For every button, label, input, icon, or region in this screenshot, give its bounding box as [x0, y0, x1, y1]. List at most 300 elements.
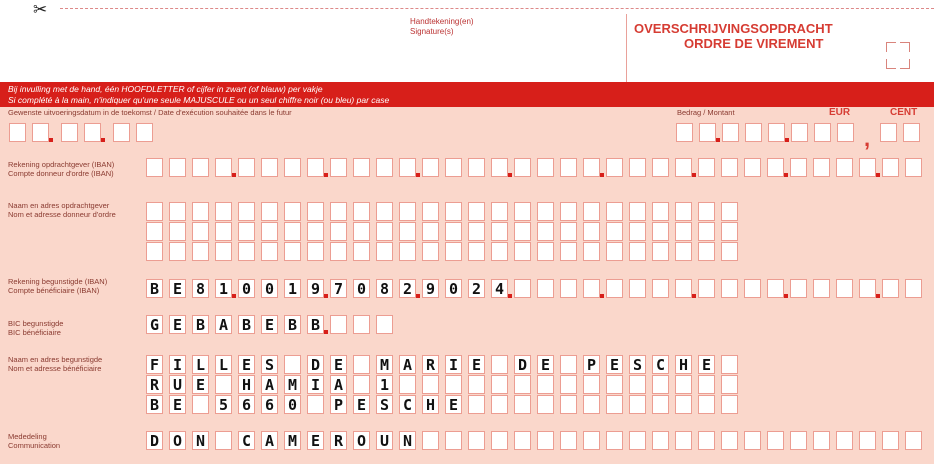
beneficiary-name-line-2-box[interactable]: [353, 375, 370, 394]
execution-date-field-box[interactable]: [32, 123, 49, 142]
beneficiary-name-line-3-box[interactable]: [491, 395, 508, 414]
payer-name-line-3-box[interactable]: [721, 242, 738, 261]
payer-name-line-1-box[interactable]: [330, 202, 347, 221]
communication-field-box[interactable]: [629, 431, 646, 450]
payer-name-line-2-box[interactable]: [606, 222, 623, 241]
payer-iban-label-nl: Rekening opdrachtgever (IBAN): [8, 160, 115, 169]
beneficiary-iban-field-char: 7: [333, 280, 344, 298]
payer-name-line-3-box[interactable]: [675, 242, 692, 261]
payer-name-line-2-box[interactable]: [284, 222, 301, 241]
beneficiary-name-line-2-box[interactable]: [445, 375, 462, 394]
beneficiary-name-line-2-char: E: [195, 376, 206, 394]
payer-name-label: [8, 201, 116, 219]
payer-name-line-3-box[interactable]: [215, 242, 232, 261]
beneficiary-iban-field-box[interactable]: [744, 279, 761, 298]
payer-name-line-2-box[interactable]: [169, 222, 186, 241]
beneficiary-name-line-2-box[interactable]: [399, 375, 416, 394]
payer-iban-field-box[interactable]: [652, 158, 669, 177]
payer-name-line-2-box[interactable]: [261, 222, 278, 241]
separator-mark: [692, 173, 696, 177]
payer-name-line-2-box[interactable]: [330, 222, 347, 241]
communication-field-box[interactable]: [836, 431, 853, 450]
payer-name-line-2-box[interactable]: [215, 222, 232, 241]
communication-field-box[interactable]: [468, 431, 485, 450]
beneficiary-name-line-2-box[interactable]: [606, 375, 623, 394]
beneficiary-iban-field-char: 1: [287, 280, 298, 298]
beneficiary-name-line-3-char: C: [402, 396, 413, 414]
communication-field-box[interactable]: [215, 431, 232, 450]
signature-label-fr: Signature(s): [410, 27, 454, 36]
payer-name-line-3-box[interactable]: [606, 242, 623, 261]
beneficiary-name-line-2-char: R: [149, 376, 160, 394]
beneficiary-name-line-2-box[interactable]: [560, 375, 577, 394]
payer-name-line-2-box[interactable]: [422, 222, 439, 241]
instructions-fr: Si complété à la main, n'indiquer qu'une seule MAJUSCULE ou un seul chiffre noir (ou bleu) par case: [8, 95, 390, 105]
beneficiary-name-line-1-char: P: [586, 356, 597, 374]
currency-label: EUR: [829, 107, 851, 118]
payer-name-line-1-box[interactable]: [468, 202, 485, 221]
payer-name-line-3-box[interactable]: [468, 242, 485, 261]
payer-name-line-1-box[interactable]: [675, 202, 692, 221]
payer-name-line-2-box[interactable]: [583, 222, 600, 241]
separator-mark: [416, 294, 420, 298]
communication-field-box[interactable]: [790, 431, 807, 450]
payer-iban-field-box[interactable]: [491, 158, 508, 177]
execution-date-field-box[interactable]: [9, 123, 26, 142]
beneficiary-name-line-2-box[interactable]: [215, 375, 232, 394]
beneficiary-name-line-3-char: E: [448, 396, 459, 414]
beneficiary-name-line-3-box[interactable]: [698, 395, 715, 414]
communication-field-box[interactable]: [491, 431, 508, 450]
beneficiary-iban-field-box[interactable]: [629, 279, 646, 298]
payer-name-line-1-box[interactable]: [721, 202, 738, 221]
communication-label: [8, 432, 60, 450]
payer-name-line-3-box[interactable]: [399, 242, 416, 261]
payer-iban-field-box[interactable]: [376, 158, 393, 177]
payer-name-line-3-box[interactable]: [560, 242, 577, 261]
beneficiary-name-line-3-box[interactable]: [514, 395, 531, 414]
separator-mark: [508, 173, 512, 177]
beneficiary-name-line-1-char: E: [241, 356, 252, 374]
payer-name-line-1-box[interactable]: [169, 202, 186, 221]
payer-name-line-1-box[interactable]: [583, 202, 600, 221]
beneficiary-iban-field-box[interactable]: [882, 279, 899, 298]
beneficiary-name-line-3-box[interactable]: [675, 395, 692, 414]
scissors-icon: ✂: [33, 0, 48, 19]
communication-field-char: A: [264, 432, 275, 450]
beneficiary-name-line-3-char: 6: [241, 396, 252, 414]
payer-iban-field-box[interactable]: [284, 158, 301, 177]
beneficiary-bic-label-fr: BIC bénéficiaire: [8, 328, 61, 337]
payer-name-line-1-box[interactable]: [284, 202, 301, 221]
communication-field-box[interactable]: [744, 431, 761, 450]
payer-name-line-1-box[interactable]: [215, 202, 232, 221]
communication-field-box[interactable]: [882, 431, 899, 450]
execution-date-field-box[interactable]: [84, 123, 101, 142]
beneficiary-name-line-2-box[interactable]: [422, 375, 439, 394]
beneficiary-name-line-1-char: L: [218, 356, 229, 374]
payer-iban-field-box[interactable]: [813, 158, 830, 177]
payer-iban-field-box[interactable]: [767, 158, 784, 177]
beneficiary-iban-field-box[interactable]: [836, 279, 853, 298]
payer-iban-field-box[interactable]: [790, 158, 807, 177]
payer-name-line-3-box[interactable]: [353, 242, 370, 261]
beneficiary-iban-field-char: 9: [425, 280, 436, 298]
payer-name-line-3-box[interactable]: [192, 242, 209, 261]
beneficiary-bic-field-box[interactable]: [376, 315, 393, 334]
beneficiary-name-line-2-box[interactable]: [675, 375, 692, 394]
payer-iban-field-box[interactable]: [629, 158, 646, 177]
payer-iban-field-box[interactable]: [445, 158, 462, 177]
payer-name-line-3-box[interactable]: [284, 242, 301, 261]
payer-iban-field-box[interactable]: [698, 158, 715, 177]
beneficiary-iban-field-box[interactable]: [537, 279, 554, 298]
communication-field-box[interactable]: [537, 431, 554, 450]
payer-iban-field-box[interactable]: [307, 158, 324, 177]
decimal-separator: ,: [864, 126, 871, 151]
beneficiary-iban-field-char: 8: [195, 280, 206, 298]
separator-mark: [324, 294, 328, 298]
beneficiary-name-line-2-char: U: [172, 376, 183, 394]
beneficiary-iban-field-box[interactable]: [675, 279, 692, 298]
execution-date-field-box[interactable]: [113, 123, 130, 142]
communication-field-box[interactable]: [445, 431, 462, 450]
payer-name-line-2-box[interactable]: [376, 222, 393, 241]
payer-iban-field-box[interactable]: [353, 158, 370, 177]
separator-mark: [416, 173, 420, 177]
beneficiary-name-line-3-box[interactable]: [606, 395, 623, 414]
payer-name-line-2-box[interactable]: [238, 222, 255, 241]
payer-iban-field-box[interactable]: [606, 158, 623, 177]
beneficiary-name-label: [8, 355, 102, 373]
beneficiary-name-line-2-box[interactable]: [491, 375, 508, 394]
beneficiary-name-line-2-box[interactable]: [721, 375, 738, 394]
payer-name-line-1-box[interactable]: [422, 202, 439, 221]
separator-mark: [232, 173, 236, 177]
communication-field-char: O: [356, 432, 367, 450]
beneficiary-name-line-1-char: I: [448, 356, 459, 374]
beneficiary-bic-label-nl: BIC begunstigde: [8, 319, 64, 328]
beneficiary-bic-field-box[interactable]: [353, 315, 370, 334]
payer-iban-field-box[interactable]: [560, 158, 577, 177]
communication-field-char: U: [379, 432, 390, 450]
payer-name-line-3-box[interactable]: [537, 242, 554, 261]
payer-name-line-1-box[interactable]: [514, 202, 531, 221]
payer-name-line-2-box[interactable]: [445, 222, 462, 241]
separator-mark: [101, 138, 105, 142]
payer-name-line-2-box[interactable]: [721, 222, 738, 241]
communication-field-box[interactable]: [422, 431, 439, 450]
payer-name-line-1-box[interactable]: [353, 202, 370, 221]
payer-name-line-3-box[interactable]: [514, 242, 531, 261]
beneficiary-bic-field-char: G: [149, 316, 160, 334]
separator-mark: [324, 330, 328, 334]
beneficiary-name-line-1-box[interactable]: [284, 355, 301, 374]
signature-divider: [626, 14, 627, 82]
beneficiary-iban-field-box[interactable]: [813, 279, 830, 298]
beneficiary-name-label-nl: Naam en adres begunstigde: [8, 355, 103, 364]
beneficiary-name-line-3-box[interactable]: [537, 395, 554, 414]
beneficiary-name-line-1-char: M: [379, 356, 390, 374]
communication-field-box[interactable]: [721, 431, 738, 450]
payer-iban-field-box[interactable]: [146, 158, 163, 177]
payer-name-line-1-box[interactable]: [307, 202, 324, 221]
payer-iban-field-box[interactable]: [399, 158, 416, 177]
payer-iban-field-box[interactable]: [330, 158, 347, 177]
beneficiary-bic-field-char: B: [195, 316, 206, 334]
beneficiary-iban-field-box[interactable]: [698, 279, 715, 298]
separator-mark: [785, 138, 789, 142]
amount-field-box[interactable]: [745, 123, 762, 142]
communication-field-box[interactable]: [560, 431, 577, 450]
payer-name-line-3-box[interactable]: [146, 242, 163, 261]
beneficiary-bic-field-box[interactable]: [330, 315, 347, 334]
amount-field-box[interactable]: [791, 123, 808, 142]
payer-name-line-2-box[interactable]: [353, 222, 370, 241]
beneficiary-name-line-1-char: C: [655, 356, 666, 374]
beneficiary-name-line-1-box[interactable]: [721, 355, 738, 374]
payer-name-line-1-box[interactable]: [560, 202, 577, 221]
communication-field-char: N: [195, 432, 206, 450]
payer-name-line-1-box[interactable]: [146, 202, 163, 221]
payer-iban-field-box[interactable]: [744, 158, 761, 177]
execution-date-field-box[interactable]: [61, 123, 78, 142]
payer-name-line-2-box[interactable]: [560, 222, 577, 241]
payer-iban-field-box[interactable]: [192, 158, 209, 177]
beneficiary-name-line-3-box[interactable]: [307, 395, 324, 414]
separator-mark: [716, 138, 720, 142]
payer-name-line-2-box[interactable]: [468, 222, 485, 241]
beneficiary-iban-field-box[interactable]: [583, 279, 600, 298]
payer-name-line-2-box[interactable]: [146, 222, 163, 241]
payer-name-line-3-box[interactable]: [238, 242, 255, 261]
beneficiary-name-line-1-char: E: [471, 356, 482, 374]
beneficiary-name-line-1-box[interactable]: [560, 355, 577, 374]
payer-iban-field-box[interactable]: [583, 158, 600, 177]
payer-name-line-2-box[interactable]: [652, 222, 669, 241]
payer-name-line-3-box[interactable]: [583, 242, 600, 261]
payer-name-line-3-box[interactable]: [376, 242, 393, 261]
beneficiary-iban-field-box[interactable]: [859, 279, 876, 298]
payer-name-line-1-box[interactable]: [445, 202, 462, 221]
amount-field-box[interactable]: [768, 123, 785, 142]
communication-field-box[interactable]: [767, 431, 784, 450]
beneficiary-iban-field-box[interactable]: [905, 279, 922, 298]
separator-mark: [324, 173, 328, 177]
form-header: [0, 0, 934, 82]
payer-name-line-3-box[interactable]: [307, 242, 324, 261]
payer-iban-field-box[interactable]: [882, 158, 899, 177]
beneficiary-iban-field-box[interactable]: [560, 279, 577, 298]
beneficiary-name-line-2-char: 1: [379, 376, 390, 394]
communication-field-box[interactable]: [583, 431, 600, 450]
payer-name-line-2-box[interactable]: [675, 222, 692, 241]
amount-field-box[interactable]: [676, 123, 693, 142]
beneficiary-bic-field-char: E: [264, 316, 275, 334]
amount-field-box[interactable]: [814, 123, 831, 142]
payer-name-line-1-box[interactable]: [537, 202, 554, 221]
beneficiary-name-line-1-char: S: [632, 356, 643, 374]
payer-name-line-2-box[interactable]: [698, 222, 715, 241]
payer-name-line-2-box[interactable]: [192, 222, 209, 241]
beneficiary-name-line-3-box[interactable]: [721, 395, 738, 414]
separator-mark: [49, 138, 53, 142]
communication-field-box[interactable]: [675, 431, 692, 450]
payer-name-line-1-box[interactable]: [399, 202, 416, 221]
beneficiary-name-line-2-char: I: [310, 376, 321, 394]
beneficiary-iban-field-box[interactable]: [652, 279, 669, 298]
communication-label-nl: Mededeling: [8, 432, 47, 441]
payer-name-line-1-box[interactable]: [606, 202, 623, 221]
payer-name-line-1-box[interactable]: [698, 202, 715, 221]
execution-date-field-box[interactable]: [136, 123, 153, 142]
beneficiary-name-line-2-char: A: [264, 376, 275, 394]
instructions-nl: Bij invulling met de hand, één HOOFDLETTER of cijfer in zwart (of blauw) per vakje: [8, 84, 323, 94]
beneficiary-name-line-3-box[interactable]: [583, 395, 600, 414]
payer-name-line-2-box[interactable]: [307, 222, 324, 241]
payer-name-line-3-box[interactable]: [652, 242, 669, 261]
beneficiary-name-line-3-box[interactable]: [629, 395, 646, 414]
beneficiary-name-line-1-char: I: [172, 356, 183, 374]
payer-iban-field-box[interactable]: [721, 158, 738, 177]
payer-iban-field-box[interactable]: [537, 158, 554, 177]
beneficiary-iban-label-fr: Compte bénéficiaire (IBAN): [8, 286, 100, 295]
beneficiary-iban-field-char: 0: [356, 280, 367, 298]
payer-iban-field-box[interactable]: [468, 158, 485, 177]
amount-cents-field-box[interactable]: [903, 123, 920, 142]
beneficiary-iban-field-box[interactable]: [514, 279, 531, 298]
separator-mark: [784, 173, 788, 177]
beneficiary-bic-label: [8, 319, 63, 337]
beneficiary-name-line-1-char: H: [678, 356, 689, 374]
beneficiary-name-line-3-box[interactable]: [192, 395, 209, 414]
beneficiary-name-line-1-char: E: [609, 356, 620, 374]
communication-field-box[interactable]: [652, 431, 669, 450]
beneficiary-iban-field-char: 8: [379, 280, 390, 298]
separator-mark: [600, 173, 604, 177]
beneficiary-name-line-3-char: E: [356, 396, 367, 414]
payer-name-line-2-box[interactable]: [629, 222, 646, 241]
beneficiary-name-line-3-box[interactable]: [468, 395, 485, 414]
beneficiary-name-line-3-box[interactable]: [652, 395, 669, 414]
payer-name-line-1-box[interactable]: [629, 202, 646, 221]
payer-iban-field-box[interactable]: [859, 158, 876, 177]
beneficiary-name-line-2-box[interactable]: [537, 375, 554, 394]
beneficiary-name-line-3-char: B: [149, 396, 160, 414]
beneficiary-name-line-1-box[interactable]: [353, 355, 370, 374]
payer-name-line-2-box[interactable]: [399, 222, 416, 241]
payer-iban-field-box[interactable]: [238, 158, 255, 177]
payer-name-line-1-box[interactable]: [491, 202, 508, 221]
beneficiary-bic-field-char: A: [218, 316, 229, 334]
beneficiary-name-line-1-char: S: [264, 356, 275, 374]
payer-name-line-1-box[interactable]: [238, 202, 255, 221]
payer-name-line-2-box[interactable]: [491, 222, 508, 241]
payer-name-line-3-box[interactable]: [491, 242, 508, 261]
payer-name-line-3-box[interactable]: [261, 242, 278, 261]
beneficiary-name-line-1-char: F: [149, 356, 160, 374]
payer-name-line-3-box[interactable]: [330, 242, 347, 261]
payer-name-line-1-box[interactable]: [192, 202, 209, 221]
payer-name-line-1-box[interactable]: [261, 202, 278, 221]
amount-field-box[interactable]: [699, 123, 716, 142]
form-title-nl: OVERSCHRIJVINGSOPDRACHT: [634, 21, 833, 36]
communication-field-char: R: [333, 432, 344, 450]
beneficiary-iban-field-box[interactable]: [721, 279, 738, 298]
beneficiary-name-label-fr: Nom et adresse bénéficiaire: [8, 364, 102, 373]
instructions-banner: [0, 82, 934, 107]
communication-field-char: E: [310, 432, 321, 450]
payer-iban-field-box[interactable]: [905, 158, 922, 177]
communication-field-char: O: [172, 432, 183, 450]
beneficiary-name-line-2-box[interactable]: [629, 375, 646, 394]
beneficiary-iban-field-char: 9: [310, 280, 321, 298]
payer-name-line-3-box[interactable]: [422, 242, 439, 261]
beneficiary-name-line-3-box[interactable]: [560, 395, 577, 414]
beneficiary-name-line-2-box[interactable]: [583, 375, 600, 394]
payer-iban-field-box[interactable]: [215, 158, 232, 177]
payer-name-line-3-box[interactable]: [169, 242, 186, 261]
amount-field-box[interactable]: [837, 123, 854, 142]
beneficiary-iban-field-box[interactable]: [606, 279, 623, 298]
separator-mark: [508, 294, 512, 298]
payer-iban-field-box[interactable]: [836, 158, 853, 177]
beneficiary-iban-field-box[interactable]: [767, 279, 784, 298]
payer-name-line-2-box[interactable]: [537, 222, 554, 241]
payer-iban-field-box[interactable]: [169, 158, 186, 177]
cut-line: [60, 8, 934, 9]
payer-iban-field-box[interactable]: [261, 158, 278, 177]
beneficiary-name-line-3-char: H: [425, 396, 436, 414]
beneficiary-iban-field-box[interactable]: [790, 279, 807, 298]
amount-field-box[interactable]: [722, 123, 739, 142]
payer-name-line-3-box[interactable]: [629, 242, 646, 261]
beneficiary-bic-field-char: B: [310, 316, 321, 334]
payer-name-line-1-box[interactable]: [376, 202, 393, 221]
payer-name-line-1-box[interactable]: [652, 202, 669, 221]
payer-name-line-3-box[interactable]: [698, 242, 715, 261]
beneficiary-iban-label-nl: Rekening begunstigde (IBAN): [8, 277, 108, 286]
payer-name-label-nl: Naam en adres opdrachtgever: [8, 201, 110, 210]
beneficiary-iban-field-char: 0: [264, 280, 275, 298]
signature-label-nl: Handtekening(en): [410, 17, 474, 26]
beneficiary-name-line-1-char: E: [701, 356, 712, 374]
beneficiary-iban-label: [8, 277, 107, 295]
communication-field-box[interactable]: [859, 431, 876, 450]
communication-field-box[interactable]: [813, 431, 830, 450]
payer-iban-field-box[interactable]: [514, 158, 531, 177]
communication-field-box[interactable]: [606, 431, 623, 450]
beneficiary-name-line-2-box[interactable]: [698, 375, 715, 394]
beneficiary-name-line-2-box[interactable]: [652, 375, 669, 394]
payer-iban-field-box[interactable]: [422, 158, 439, 177]
separator-mark: [600, 294, 604, 298]
payer-iban-field-box[interactable]: [675, 158, 692, 177]
beneficiary-name-line-2-box[interactable]: [514, 375, 531, 394]
communication-field-box[interactable]: [698, 431, 715, 450]
communication-field-box[interactable]: [905, 431, 922, 450]
beneficiary-name-line-1-box[interactable]: [491, 355, 508, 374]
beneficiary-name-line-3-char: S: [379, 396, 390, 414]
amount-cents-field-box[interactable]: [880, 123, 897, 142]
communication-field-char: C: [241, 432, 252, 450]
communication-field-box[interactable]: [514, 431, 531, 450]
beneficiary-name-line-1-char: R: [425, 356, 436, 374]
beneficiary-name-line-3-char: 6: [264, 396, 275, 414]
payer-name-line-3-box[interactable]: [445, 242, 462, 261]
payer-name-line-2-box[interactable]: [514, 222, 531, 241]
beneficiary-name-line-2-box[interactable]: [468, 375, 485, 394]
